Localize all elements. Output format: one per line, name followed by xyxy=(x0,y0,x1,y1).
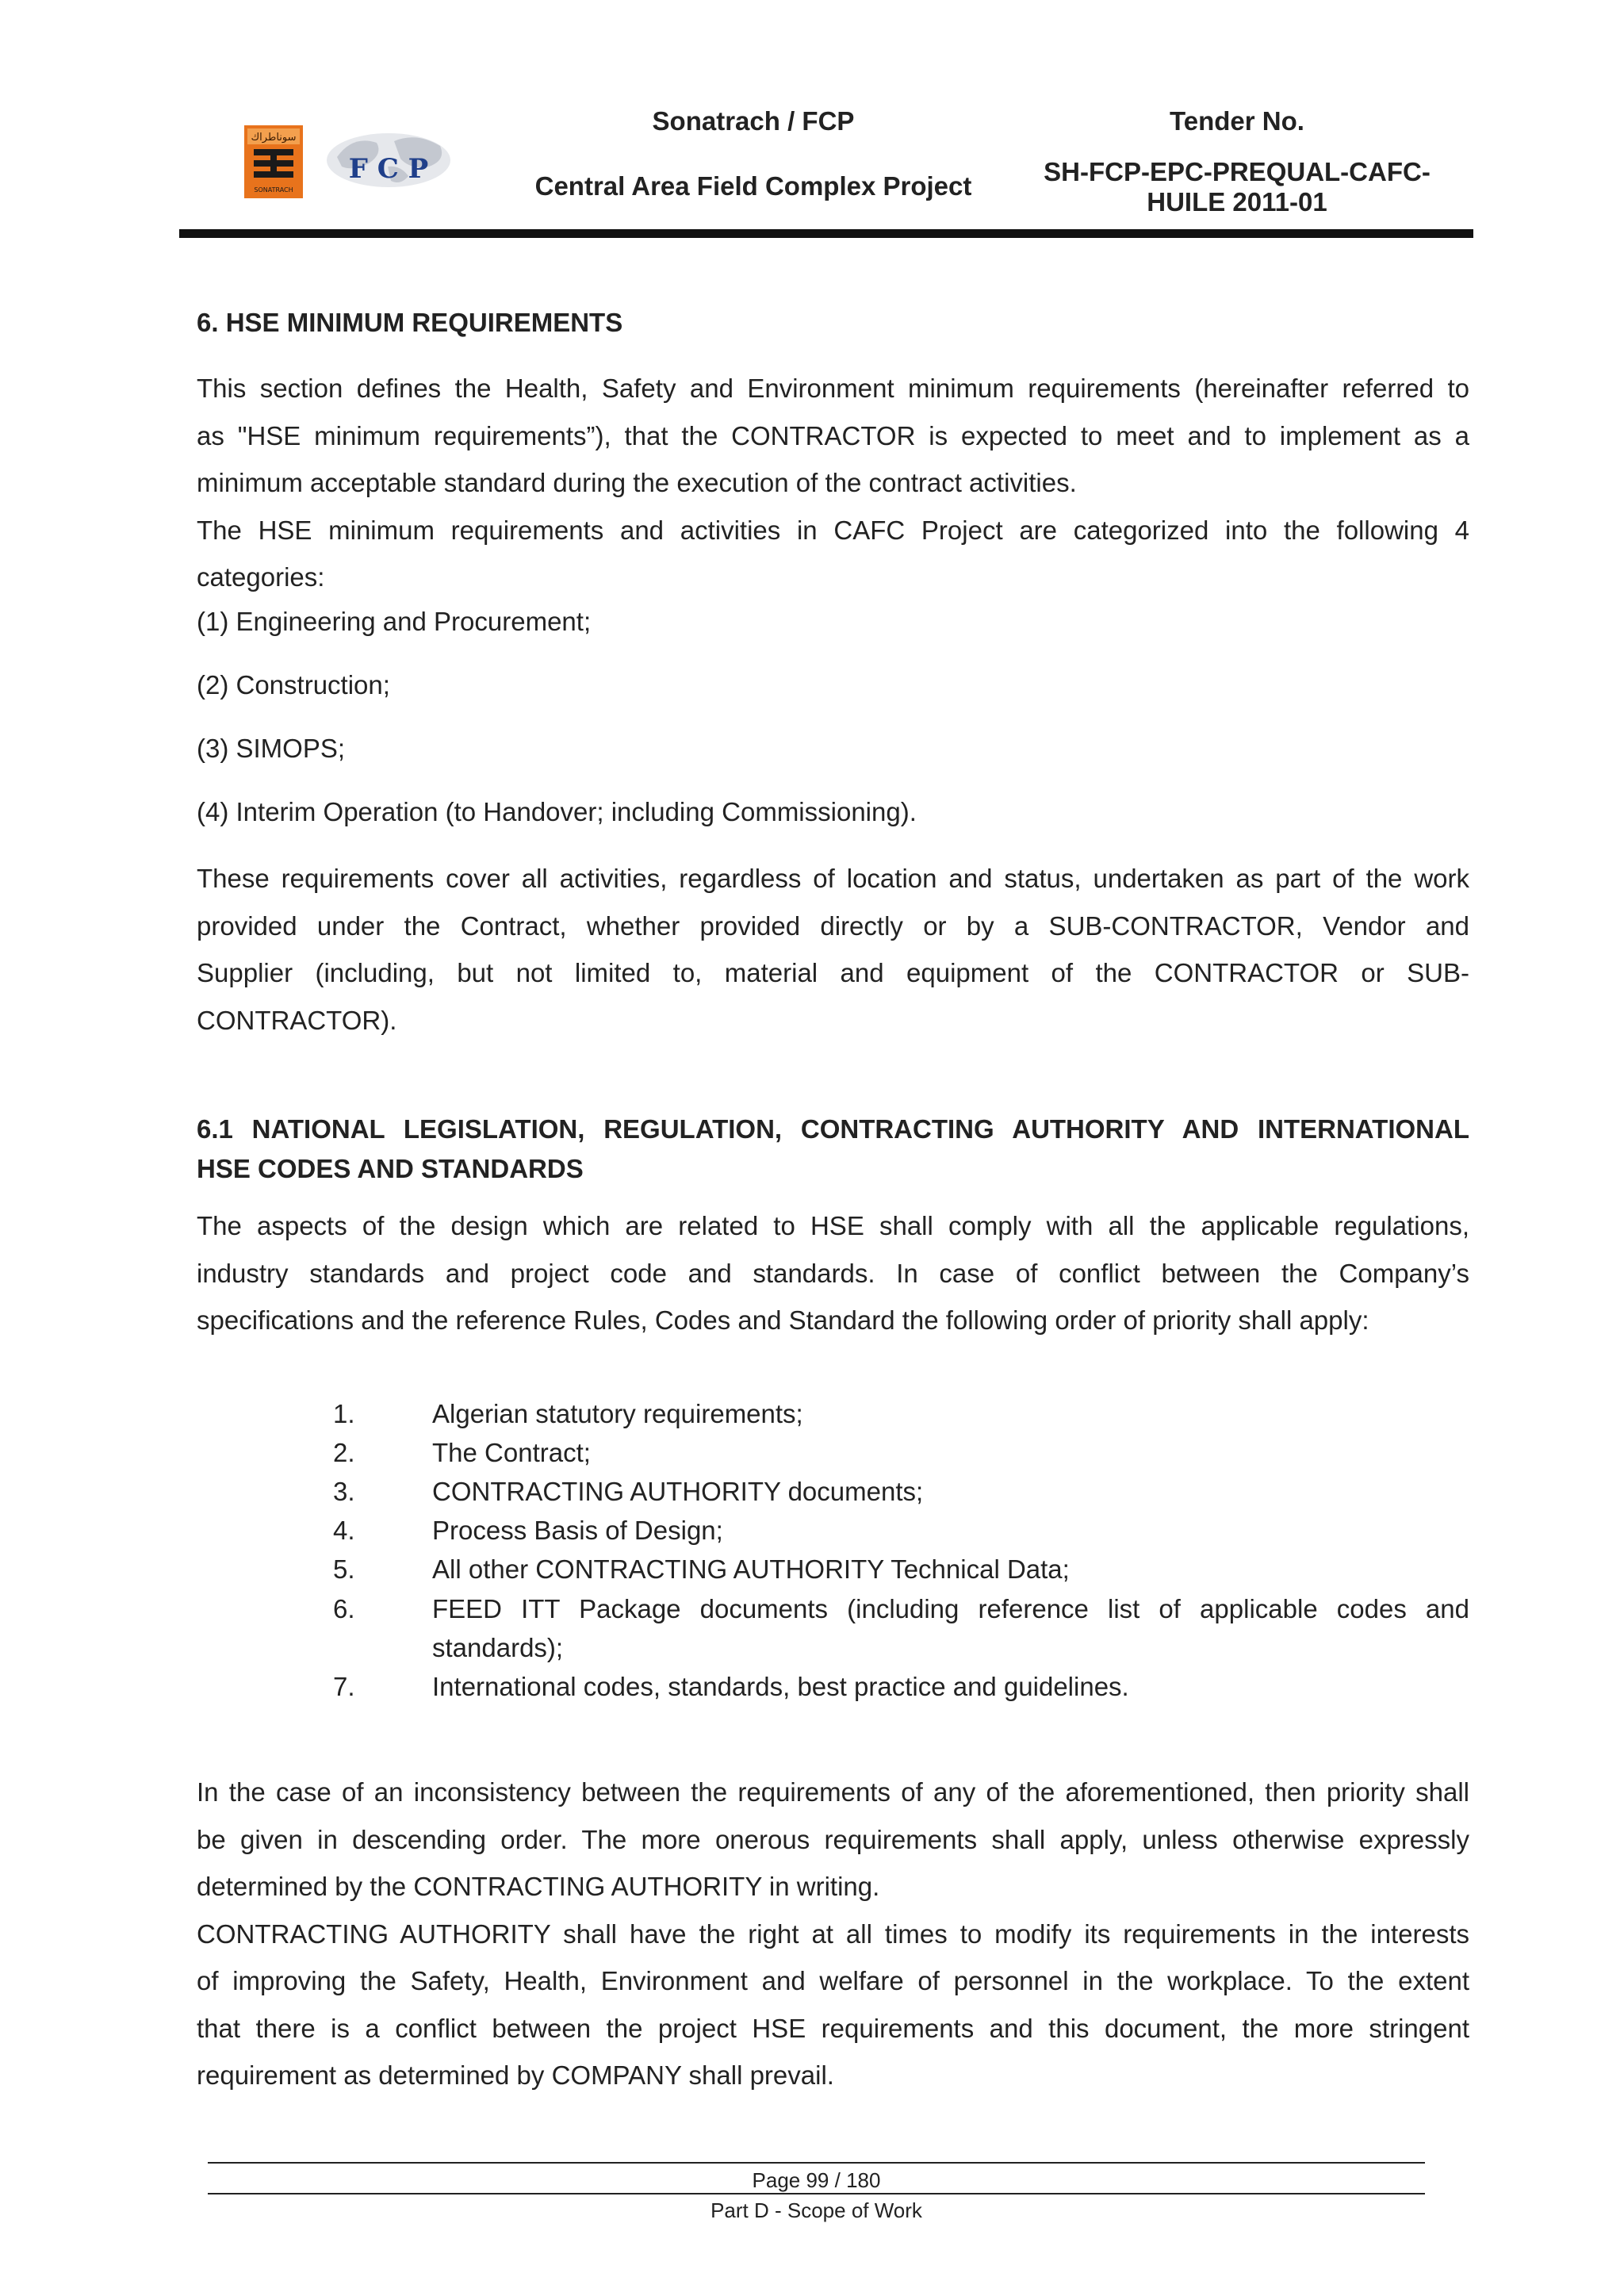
list-item-text: All other CONTRACTING AUTHORITY Technical Data; xyxy=(432,1554,1070,1584)
fcp-logo-text: F C P xyxy=(348,153,429,185)
footer-part-label: Part D - Scope of Work xyxy=(710,2198,922,2222)
paragraph-line: provided under the Contract, whether provided directly or by a SUB-CONTRACTOR, Vendor and xyxy=(197,910,1469,941)
paragraph-line: as "HSE minimum requirements”), that the CONTRACTOR is expected to meet and to implement as a xyxy=(197,420,1469,450)
footer-rule-bottom xyxy=(208,2193,1425,2194)
category-item: (3) SIMOPS; xyxy=(197,734,346,763)
paragraph-line: This section defines the Health, Safety and Environment minimum requirements (hereinafter referred to xyxy=(197,374,1469,403)
sonatrach-logo-text: SONATRACH xyxy=(254,186,293,194)
paragraph-line: of improving the Safety, Health, Environment and welfare of personnel in the workplace. To the extent xyxy=(197,1966,1469,1995)
header-project: Central Area Field Complex Project xyxy=(534,171,972,201)
paragraph-line: These requirements cover all activities, regardless of location and status, undertaken as part of the work xyxy=(197,864,1469,893)
list-item-text: Process Basis of Design; xyxy=(432,1516,723,1545)
section-6-intro xyxy=(197,365,1469,601)
header-tender-label: Tender No. xyxy=(1170,106,1304,136)
list-item-number: 7. xyxy=(333,1672,355,1701)
list-item-number: 5. xyxy=(333,1554,355,1584)
section-6-1-heading-cont: HSE CODES AND STANDARDS xyxy=(197,1154,584,1183)
list-item-text: Algerian statutory requirements; xyxy=(432,1399,803,1428)
fcp-logo xyxy=(321,125,456,198)
list-item-number: 3. xyxy=(333,1477,355,1506)
footer-page-number: Page 99 / 180 xyxy=(752,2168,881,2192)
paragraph-line: categories: xyxy=(197,562,325,592)
paragraph-line: The aspects of the design which are related to HSE shall comply with all the applicable regulations, xyxy=(197,1211,1469,1240)
header-tender-number-1: SH-FCP-EPC-PREQUAL-CAFC- xyxy=(1044,157,1431,186)
section-6-1-intro xyxy=(197,1202,1469,1344)
paragraph-line: CONTRACTING AUTHORITY shall have the right at all times to modify its requirements in the interests xyxy=(197,1918,1469,1949)
paragraph-line: specifications and the reference Rules, Codes and Standard the following order of priority shall apply: xyxy=(197,1305,1369,1335)
paragraph-line: determined by the CONTRACTING AUTHORITY in writing. xyxy=(197,1872,880,1901)
list-item-text: The Contract; xyxy=(432,1438,591,1467)
list-item-number: 4. xyxy=(333,1516,355,1545)
list-item-number: 1. xyxy=(333,1399,355,1428)
paragraph-line: Supplier (including, but not limited to, material and equipment of the CONTRACTOR or SUB- xyxy=(197,958,1469,987)
category-item: (1) Engineering and Procurement; xyxy=(197,607,592,636)
paragraph-line: requirement as determined by COMPANY shall prevail. xyxy=(197,2060,834,2090)
category-item: (4) Interim Operation (to Handover; including Commissioning). xyxy=(197,797,917,826)
section-6-1-closing xyxy=(197,1769,1469,2099)
section-6-coverage xyxy=(197,855,1469,1044)
header-company: Sonatrach / FCP xyxy=(652,106,855,136)
header-divider xyxy=(179,229,1473,238)
section-6-1-heading: 6.1 NATIONAL LEGISLATION, REGULATION, CONTRACTING AUTHORITY AND INTERNATIONAL xyxy=(197,1114,1469,1144)
list-item-number: 6. xyxy=(333,1594,355,1623)
paragraph-line: that there is a conflict between the project HSE requirements and this document, the more stringent xyxy=(197,2013,1469,2043)
header-tender-number-2: HUILE 2011-01 xyxy=(1147,187,1327,217)
paragraph-line: CONTRACTOR). xyxy=(197,1005,397,1035)
sonatrach-arabic-text: سوناطراك xyxy=(251,132,297,144)
list-item-text: International codes, standards, best practice and guidelines. xyxy=(432,1672,1129,1701)
paragraph-line: The HSE minimum requirements and activities in CAFC Project are categorized into the following 4 xyxy=(197,515,1469,545)
category-item: (2) Construction; xyxy=(197,670,390,700)
section-6-heading: 6. HSE MINIMUM REQUIREMENTS xyxy=(197,308,623,337)
paragraph-line: minimum acceptable standard during the execution of the contract activities. xyxy=(197,468,1077,497)
paragraph-line: industry standards and project code and standards. In case of conflict between the Company’s xyxy=(197,1258,1469,1288)
list-item-text: standards); xyxy=(432,1633,564,1662)
paragraph-line: In the case of an inconsistency between the requirements of any of the aforementioned, then priority shall xyxy=(197,1777,1469,1807)
list-item-number: 2. xyxy=(333,1438,355,1467)
footer-rule-top xyxy=(208,2162,1425,2164)
list-item-text: FEED ITT Package documents (including reference list of applicable codes and xyxy=(432,1594,1469,1623)
sonatrach-logo xyxy=(244,125,303,198)
list-item-text: CONTRACTING AUTHORITY documents; xyxy=(432,1477,924,1506)
paragraph-line: be given in descending order. The more onerous requirements shall apply, unless otherwise expressly xyxy=(197,1824,1469,1854)
